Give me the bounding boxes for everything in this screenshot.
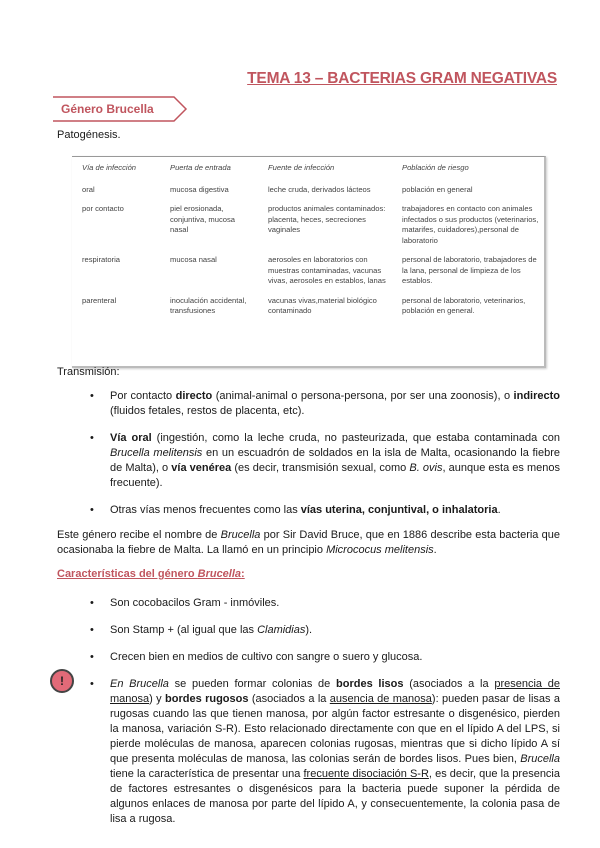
bruce-paragraph [57,528,560,558]
table-row [72,296,544,326]
bullet-item [57,650,560,665]
text-run: bordes rugosos [165,693,249,705]
text-run: Brucella [520,753,560,765]
text-run: presencia de manosa [110,678,560,705]
table-cell: aerosoles en laboratorios con muestras contaminadas, vacunas vivas, aerosoles en establos, lanas [268,255,386,285]
text-run: Otras vías menos frecuentes como las [110,504,301,516]
table-cell: mucosa nasal [170,255,217,264]
table-cell: personal de laboratorio, veterinarios, población en general. [402,295,526,315]
text-run: ): pueden pasar de lisas a rugosas cuando las que tienen manosa, por algún factor estresante o disgenésico, pierden la manosa, variación S-R). Esto relacionado directamente con que en el lípido A del LPS, si pierde moléculas de manosa, aparecen colonias rugosas, mientras que si dicho lípido A sí que presenta moléculas de manosa, las colonias serán de bordes lisos. Pues bien, [110,693,560,765]
th: Puerta de entrada [170,163,231,172]
table-row [72,204,544,255]
text-run: , es decir, que la presencia de factores estresantes o disgenésicos para la bacteria puede suponer la pérdida de algunos enlaces de manosa por parte del lípido A, y consecuentemente, la colonia pasa de lisa a rugosa. [110,768,560,825]
text-run: Crecen bien en medios de cultivo con sangre o suero y glucosa. [110,651,423,663]
text-run: Clamidias [257,624,306,636]
text-run: ) y [149,693,166,705]
bullet-item [57,389,560,419]
text-run: tiene la característica de presentar una [110,768,304,780]
text-run: (fluidos fetales, restos de placenta, etc). [110,405,305,417]
text-run: indirecto [513,390,560,402]
table-cell: leche cruda, derivados lácteos [268,184,371,194]
text-run: Son Stamp + (al igual que las [110,624,258,636]
infection-table [72,156,546,368]
text-run: en un escuadrón de soldados en la isla de Malta, ocasionando la fiebre de Malta), o [110,447,560,474]
text-run: directo [175,390,213,402]
document-title: TEMA 13 – BACTERIAS GRAM NEGATIVAS [247,70,557,87]
text-run: (animal-animal o persona-persona, por ser una zoonosis), o [212,390,514,402]
table-cell: parenteral [82,295,117,305]
text-run: Vía oral [110,432,152,444]
transmision-list [57,389,560,530]
bullet-item [57,503,560,518]
text-run: ausencia de manosa [329,693,432,705]
patogenesis-label: Patogénesis. [57,129,121,141]
text-run: vía venérea [171,462,232,474]
table-row [72,185,544,205]
section-title: Género Brucella [61,102,154,116]
table-cell: piel erosionada, conjuntiva, mucosa nasal [170,204,236,234]
text-run: En Brucella [110,678,169,690]
table-cell: productos animales contaminados: placenta, heces, secreciones vaginales [268,204,386,234]
bullet-item [57,431,560,491]
table-cell: población en general [402,184,473,194]
text-run: (es decir, transmisión sexual, como [231,462,410,474]
text-run: (ingestión, como la leche cruda, no pasteurizada, que estaba contaminada con [151,432,560,444]
th: Fuente de infección [268,163,335,172]
table-cell: mucosa digestiva [170,184,229,194]
section-heading [52,96,188,122]
table-cell: respiratoria [82,255,120,264]
text-run: B. ovis [409,462,443,474]
text-run: por Sir David Bruce, que en 1886 describe esta bacteria que ocasionaba la fiebre de Malta. La llamó en un principio [57,529,560,556]
table-cell: por contacto [82,204,124,213]
text-run: Brucella [197,568,242,580]
text-run: (asociados a la [403,678,495,690]
text-run: (asociados a la [248,693,330,705]
bullet-item [57,623,560,638]
text-run: bordes lisos [336,678,404,690]
text-run: vías uterina, conjuntival, o inhalatoria [300,504,498,516]
table-cell: oral [82,184,95,194]
caracteristicas-list [57,596,560,839]
text-run: frecuente disociación S-R [303,768,429,780]
bullet-item [57,596,560,611]
text-run: Brucella melitensis [110,447,203,459]
text-run: se pueden formar colonias de [168,678,337,690]
table-cell: personal de laboratorio, trabajadores de la lana, personal de limpieza de los establos. [402,255,537,285]
transmision-label: Transmisión: [57,366,120,378]
text-run: , aunque esta es menos frecuente). [110,462,561,489]
bullet-item [57,677,560,827]
text-run: Son cocobacilos Gram - inmóviles. [110,597,280,609]
table-cell: inoculación accidental, transfusiones [170,295,247,315]
th: Vía de infección [82,163,137,172]
table-header-row [72,157,544,185]
text-run: Brucella [220,529,261,541]
text-run: . [497,504,501,516]
table-cell: trabajadores en contacto con animales infectados o sus productos (veterinarios, matarifes, cuidadores),personal de laboratorio [402,204,539,245]
caracteristicas-heading [57,568,245,580]
text-run: Micrococus melitensis [326,544,434,556]
table-cell: vacunas vivas,material biológico contaminado [268,295,377,315]
text-run: Características del género [57,568,198,580]
warning-icon: ! [50,669,74,693]
text-run: Este género recibe el nombre de [57,529,221,541]
text-run: ). [305,624,313,636]
th: Población de riesgo [402,163,469,172]
table-row [72,255,544,296]
text-run: : [241,568,245,580]
text-run: . [433,544,437,556]
text-run: Por contacto [110,390,176,402]
